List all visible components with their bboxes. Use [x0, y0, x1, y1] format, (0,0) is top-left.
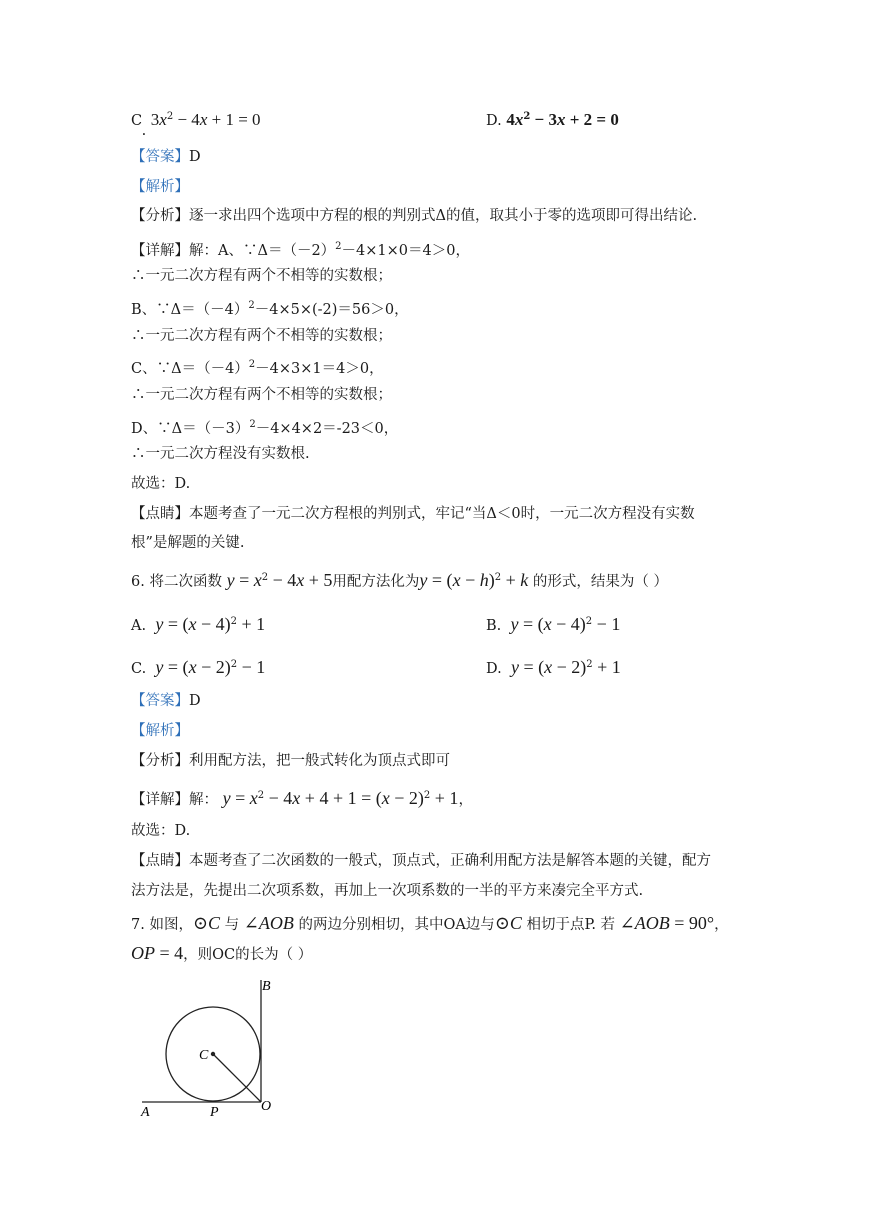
label-b: B: [262, 979, 271, 994]
q5-line: ∴一元二次方程没有实数根.: [131, 446, 310, 462]
q6-fenxi: 【分析】利用配方法，把一般式转化为顶点式即可: [131, 753, 450, 769]
q6-analysis-heading: 【解析】: [131, 723, 189, 739]
q5-option-c: C. $3x^2 - 4x + 1 = 0$: [131, 109, 261, 139]
q5-line: ∴一元二次方程有两个不相等的实数根；: [131, 387, 392, 403]
q7-stem: 7. 如图，⊙C 与 ∠AOB 的两边分别相切，其中OA边与⊙C 相切于点P. 若 ∠AOB = 90°，: [131, 913, 729, 933]
label-a: A: [141, 1105, 150, 1120]
label-c: C: [199, 1048, 209, 1063]
q5-fenxi: 【分析】逐一求出四个选项中方程的根的判别式Δ的值，取其小于零的选项即可得出结论.: [131, 208, 698, 224]
label-o: O: [261, 1099, 272, 1114]
q5-dianjing-cont: 根”是解题的关键.: [131, 535, 245, 551]
q5-line: C、$\because\Delta=(-4)^2-4\times 3\times 1=4>0$，: [131, 359, 384, 377]
q7-stem-cont: OP = 4，则OC的长为（ ）: [131, 943, 313, 963]
q6-stem: 6. 将二次函数 $y = x^2 - 4x + 5$用配方法化为$y = (x - h)^2 + k$ 的形式，结果为（ ）: [131, 569, 668, 590]
q5-choose: 故选：D.: [131, 476, 191, 492]
q6-option-a: A. $y = (x - 4)^2 + 1$: [131, 613, 266, 634]
q5-dianjing: 【点睛】本题考查了一元二次方程根的判别式，牢记“当Δ＜0时，一元二次方程没有实数: [131, 506, 695, 522]
q5-line: B、$\because\Delta=(-4)^2-4\times 5\times(-2)=56>0$，: [131, 300, 409, 318]
q6-option-c: C. $y = (x - 2)^2 - 1$: [131, 656, 266, 677]
q6-dianjing-cont: 法方法是，先提出二次项系数，再加上一次项系数的一半的平方来凑完全平方式.: [131, 883, 644, 899]
q6-choose: 故选：D.: [131, 823, 191, 839]
q5-xiangjie: 【详解】解：A、$\because\Delta=(-2)^2-4\times 1\times 0=4>0$，: [131, 241, 470, 259]
q6-option-d: D. $y = (x - 2)^2 + 1$: [486, 656, 621, 677]
q6-dianjing: 【点睛】本题考查了二次函数的一般式，顶点式，正确利用配方法是解答本题的关键，配方: [131, 853, 711, 869]
label-p: P: [210, 1105, 219, 1120]
q7-figure: [130, 968, 290, 1128]
q5-line: ∴一元二次方程有两个不相等的实数根；: [131, 328, 392, 344]
q5-option-d: D. $4x^2 - 3x + 2 = 0$: [486, 109, 619, 129]
q5-answer: 【答案】D: [131, 149, 201, 165]
q5-line: ∴一元二次方程有两个不相等的实数根；: [131, 268, 392, 284]
q5-analysis-heading: 【解析】: [131, 179, 189, 195]
q6-xiangjie: 【详解】解： $y = x^2 - 4x + 4 + 1 = (x - 2)^2 + 1$，: [131, 787, 473, 808]
q6-option-b: B. $y = (x - 4)^2 - 1$: [486, 613, 621, 634]
q5-line: D、$\because\Delta=(-3)^2-4\times 4\times 2=-23<0$，: [131, 419, 399, 437]
q6-answer: 【答案】D: [131, 693, 201, 709]
